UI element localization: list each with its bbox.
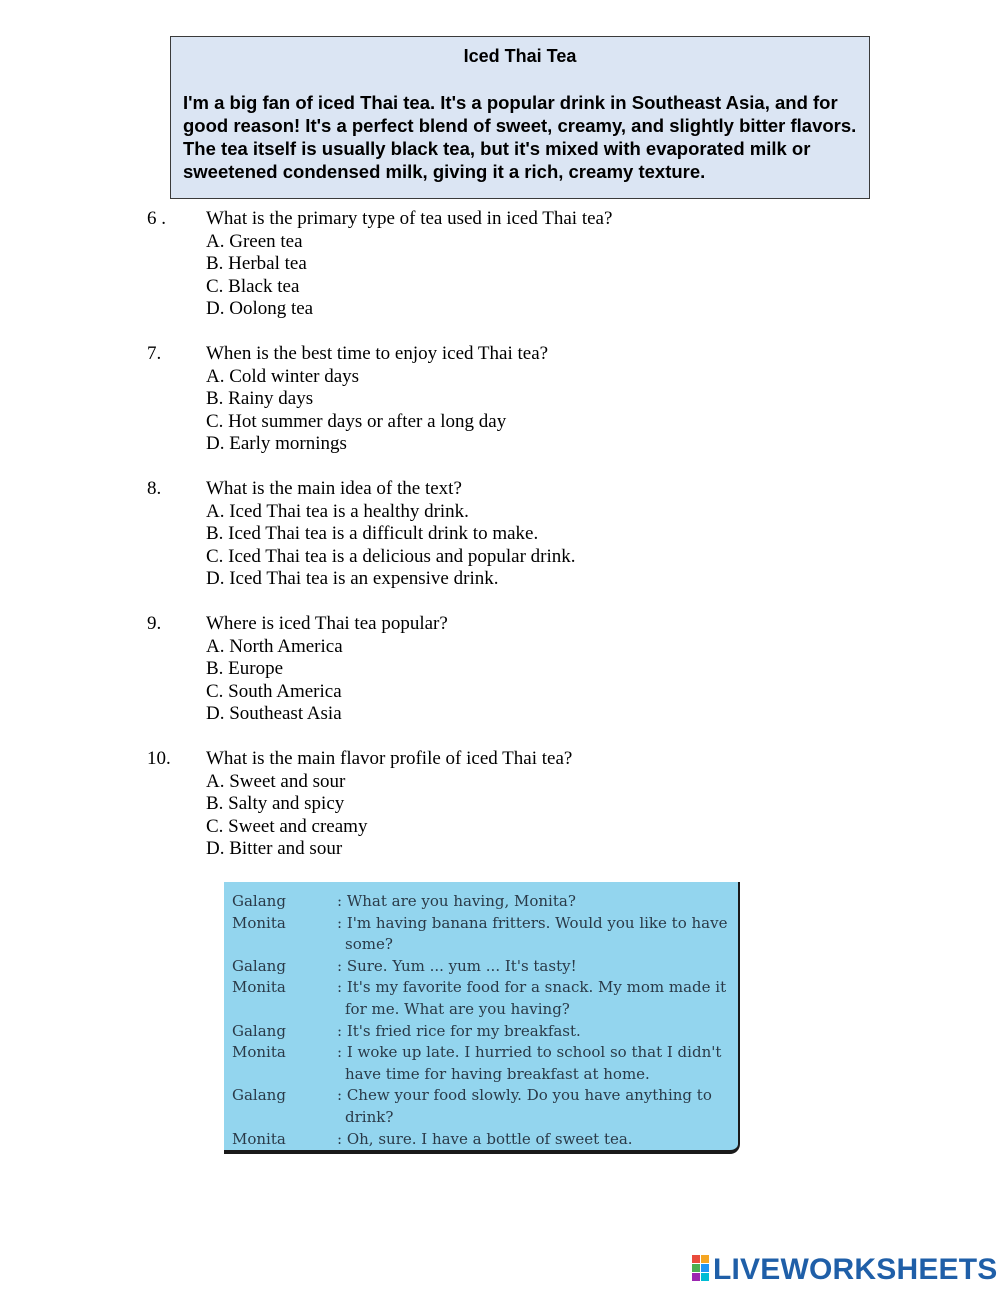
answer-option[interactable]: D. Early mornings	[206, 433, 347, 454]
dialog-line	[232, 1042, 732, 1085]
answer-option[interactable]: C. Iced Thai tea is a delicious and popular drink.	[206, 545, 576, 567]
passage-title: Iced Thai Tea	[463, 46, 577, 66]
dialog-speaker: Galang	[232, 956, 286, 975]
logo-text: LIVEWORKSHEETS	[713, 1253, 998, 1286]
question-number: 10.	[147, 748, 171, 769]
answer-option[interactable]: D. Oolong tea	[206, 298, 314, 319]
question-number: 6 .	[147, 208, 166, 229]
passage-text: I'm a big fan of iced Thai tea. It's a popular drink in Southeast Asia, and for good reason! It's a perfect blend of sweet, creamy, and slightly bitter flavors. The tea itself is usually black tea, but it's mixed with evaporated milk or sweetened condensed milk, giving it a rich, creamy texture.	[183, 92, 857, 182]
dialog-text: : I woke up late. I hurried to school so that I didn't have time for having breakfast at home.	[337, 1043, 722, 1083]
dialog-text: : I'm having banana fritters. Would you like to have some?	[337, 913, 728, 954]
dialog-line	[232, 1085, 732, 1128]
answer-option[interactable]: B. Rainy days	[206, 388, 314, 409]
option-list	[206, 636, 343, 726]
dialog-text: : It's my favorite food for a snack. My mom made it for me. What are you having?	[337, 978, 727, 1018]
dialog-line	[232, 913, 732, 956]
dialog-lines	[232, 891, 732, 1150]
dialog-text: : It's fried rice for my breakfast.	[337, 1021, 581, 1040]
answer-option[interactable]: C. Hot summer days or after a long day	[206, 410, 507, 432]
answer-option[interactable]: B. Salty and spicy	[206, 793, 345, 814]
option-list	[206, 231, 313, 321]
reading-passage-box	[170, 36, 870, 199]
dialog-text: : Oh, sure. I have a bottle of sweet tea.	[337, 1129, 633, 1148]
liveworksheets-logo[interactable]	[692, 1252, 998, 1288]
option-list	[206, 366, 506, 456]
answer-option[interactable]: B. Europe	[206, 658, 284, 679]
question-text: Where is iced Thai tea popular?	[206, 613, 448, 634]
answer-option[interactable]: B. Herbal tea	[206, 253, 307, 274]
answer-option[interactable]: D. Bitter and sour	[206, 838, 343, 859]
dialog-speaker: Monita	[232, 913, 286, 932]
dialog-box	[224, 882, 740, 1154]
answer-option[interactable]: D. Iced Thai tea is an expensive drink.	[206, 568, 499, 589]
question-number: 8.	[147, 478, 162, 499]
answer-option[interactable]: A. Sweet and sour	[206, 770, 346, 792]
question-text: When is the best time to enjoy iced Thai tea?	[206, 343, 549, 364]
dialog-speaker: Monita	[232, 978, 286, 997]
answer-option[interactable]: A. Cold winter days	[206, 365, 360, 387]
answer-option[interactable]: C. Black tea	[206, 275, 300, 297]
answer-option[interactable]: D. Southeast Asia	[206, 703, 342, 724]
option-list	[206, 771, 367, 861]
answer-option[interactable]: C. Sweet and creamy	[206, 815, 368, 837]
question-number: 9.	[147, 613, 162, 634]
dialog-speaker: Galang	[232, 1086, 286, 1105]
answer-option[interactable]: B. Iced Thai tea is a difficult drink to make.	[206, 523, 539, 544]
question-number: 7.	[147, 343, 162, 364]
dialog-text: : Chew your food slowly. Do you have anything to drink?	[337, 1086, 712, 1126]
answer-option[interactable]: A. North America	[206, 635, 343, 657]
dialog-speaker: Galang	[232, 1021, 286, 1040]
dialog-speaker: Monita	[232, 1129, 286, 1148]
dialog-text: : What are you having, Monita?	[337, 892, 576, 910]
question-text: What is the main idea of the text?	[206, 478, 462, 499]
dialog-speaker: Galang	[232, 892, 286, 910]
question-text: What is the primary type of tea used in iced Thai tea?	[206, 208, 613, 229]
dialog-line	[232, 1021, 732, 1043]
answer-option[interactable]: A. Iced Thai tea is a healthy drink.	[206, 500, 469, 522]
option-list	[206, 501, 576, 591]
dialog-line	[232, 956, 732, 978]
dialog-line	[232, 1129, 732, 1151]
dialog-text: : Sure. Yum ... yum ... It's tasty!	[337, 956, 577, 975]
dialog-speaker: Monita	[232, 1043, 286, 1062]
answer-option[interactable]: C. South America	[206, 680, 342, 702]
dialog-line	[232, 891, 732, 913]
question-text: What is the main flavor profile of iced Thai tea?	[206, 748, 573, 769]
dialog-line	[232, 977, 732, 1020]
answer-option[interactable]: A. Green tea	[206, 230, 303, 252]
logo-blocks-icon	[692, 1255, 710, 1285]
